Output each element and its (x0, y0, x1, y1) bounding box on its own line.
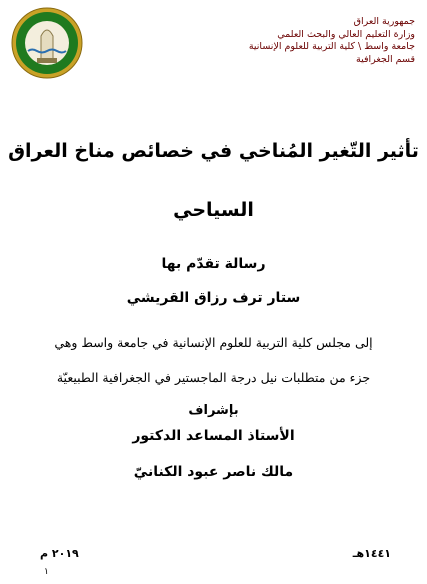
supervisor-name: مالك ناصر عبود الكنانيّ (133, 464, 294, 480)
council-statement: إلى مجلس كلية التربية للعلوم الإنسانية في جامعة واسط وهي (54, 335, 373, 350)
supervision-label: بإشراف (188, 403, 239, 418)
university-logo-icon (10, 6, 84, 80)
supervisor-rank: الأستاذ المساعد الدكتور (132, 428, 295, 444)
author-name: ستار ترف رزاق القريشي (126, 290, 301, 306)
gregorian-year: ٢٠١٩ م (40, 547, 79, 560)
submission-intro: رسالة تقدّم بها (161, 256, 266, 272)
header-ministry: وزارة التعليم العالي والبحث العلمي (277, 28, 415, 40)
thesis-title-line-2: السياحي (173, 199, 254, 221)
header-department: قسم الجغرافية (356, 53, 415, 65)
page-number: ١ (44, 567, 49, 577)
header-country: جمهورية العراق (353, 16, 415, 27)
thesis-title-line-1: تأثير التّغير المُناخي في خصائص مناخ العراق (8, 140, 419, 162)
degree-requirement: جزء من متطلبات نيل درجة الماجستير في الجغرافية الطبيعيّة (56, 370, 371, 385)
header-university: جامعة واسط \ كلية التربية للعلوم الإنسانية (248, 41, 415, 52)
hijri-year: ١٤٤١هـ (352, 547, 391, 560)
institution-header (215, 16, 415, 66)
